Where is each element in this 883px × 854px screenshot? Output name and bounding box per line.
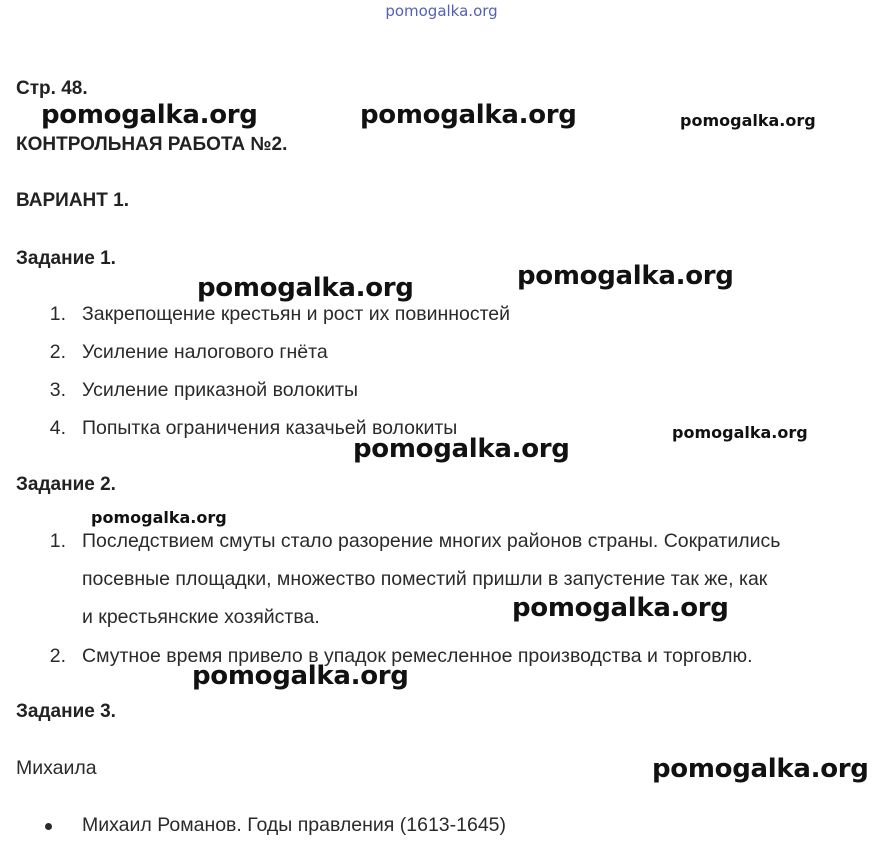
task1-heading: Задание 1.	[16, 248, 116, 269]
list-item-number: 1.	[49, 530, 66, 552]
watermark-text: pomogalka.org	[360, 100, 577, 130]
watermark-text: pomogalka.org	[680, 111, 816, 130]
list-item-text: Усиление приказной волокиты	[82, 379, 358, 401]
watermark-text: pomogalka.org	[353, 434, 570, 464]
list-item-text-line: Последствием смуты стало разорение многих районов страны. Сократились	[82, 530, 781, 552]
work-title: КОНТРОЛЬНАЯ РАБОТА №2.	[16, 134, 288, 155]
watermark-text: pomogalka.org	[91, 508, 227, 527]
list-item-text-line: и крестьянские хозяйства.	[82, 606, 320, 628]
bullet-dot-icon	[45, 823, 52, 830]
variant-heading: ВАРИАНТ 1.	[16, 190, 129, 211]
list-item-text: Закрепощение крестьян и рост их повинностей	[82, 303, 511, 325]
list-item-text: Усиление налогового гнёта	[82, 341, 328, 363]
list-item-text-line: Смутное время привело в упадок ремесленное производства и торговлю.	[82, 645, 753, 667]
watermark-text: pomogalka.org	[672, 423, 808, 442]
task3-intro: Михаила	[16, 757, 97, 779]
list-item-number: 1.	[49, 303, 66, 325]
list-item-number: 2.	[49, 341, 66, 363]
list-item-number: 3.	[49, 379, 66, 401]
watermark-text: pomogalka.org	[197, 273, 414, 303]
list-item-number: 4.	[49, 417, 66, 439]
list-item-text-line: посевные площадки, множество поместий пришли в запустение так же, как	[82, 568, 768, 590]
watermark-text: pomogalka.org	[192, 661, 409, 691]
watermark-text: pomogalka.org	[512, 593, 729, 623]
watermark-text: pomogalka.org	[652, 754, 869, 784]
bullet-item-text: Михаил Романов. Годы правления (1613-1645)	[82, 814, 507, 836]
task3-heading: Задание 3.	[16, 701, 116, 722]
header-watermark: pomogalka.org	[385, 2, 498, 20]
watermark-text: pomogalka.org	[41, 100, 258, 130]
list-item-number: 2.	[49, 645, 66, 667]
task2-heading: Задание 2.	[16, 474, 116, 495]
list-item-text: Попытка ограничения казачьей волокиты	[82, 417, 458, 439]
watermark-text: pomogalka.org	[517, 261, 734, 291]
page-label: Стр. 48.	[16, 78, 88, 99]
